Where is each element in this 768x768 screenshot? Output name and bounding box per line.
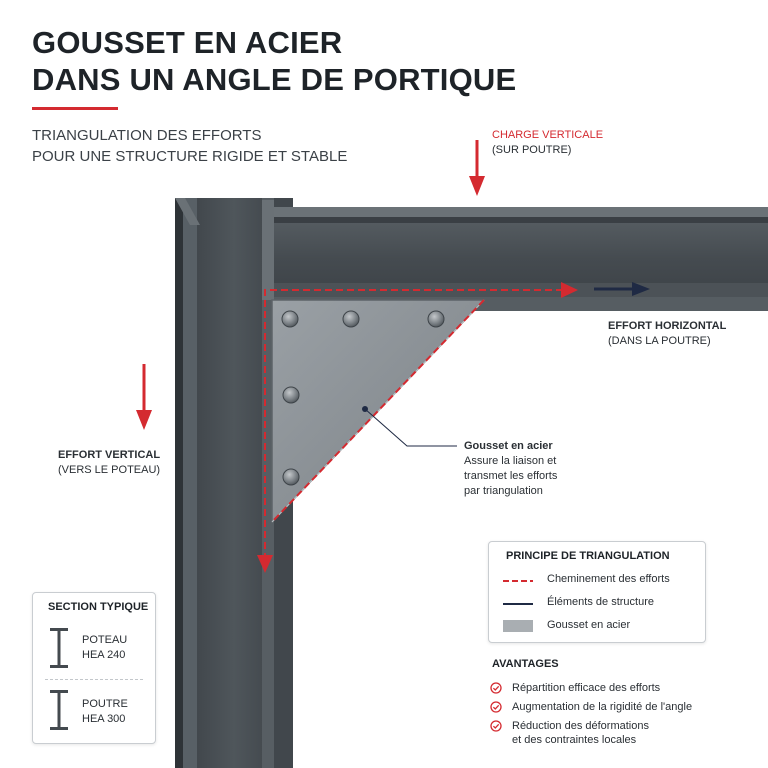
horizontal-force-label	[608, 319, 726, 349]
section-item-line-1: POTEAU	[82, 634, 128, 646]
vertical-force-arrow	[136, 364, 152, 430]
vertical-load-label	[492, 128, 603, 158]
title-line-1: GOUSSET EN ACIER	[32, 25, 343, 60]
section-item-line-1: POUTRE	[82, 698, 128, 710]
advantages-title: AVANTAGES	[492, 658, 559, 670]
gusset-callout-title: Gousset en acier	[464, 440, 553, 452]
vertical-force-detail: (VERS LE POTEAU)	[58, 464, 161, 476]
dashed-red-line-icon	[503, 579, 533, 583]
vertical-force-title: EFFORT VERTICAL	[58, 449, 161, 461]
subtitle-line-1: TRIANGULATION DES EFFORTS	[32, 127, 262, 144]
section-card	[32, 592, 156, 744]
vertical-force-label	[58, 448, 160, 478]
advantage-text	[512, 719, 649, 747]
horizontal-force-detail: (DANS LA POUTRE)	[608, 335, 711, 347]
section-item-line-2: HEA 300	[82, 713, 126, 725]
section-item-column	[82, 633, 127, 663]
vertical-load-title: CHARGE VERTICALE	[492, 129, 604, 141]
section-item-line-2: HEA 240	[82, 649, 126, 661]
title-line-2: DANS UN ANGLE DE PORTIQUE	[32, 62, 517, 97]
check-circle-icon	[490, 682, 502, 694]
legend-item-label: Éléments de structure	[547, 596, 654, 608]
advantage-text: Répartition efficace des efforts	[512, 682, 661, 694]
horizontal-force-title: EFFORT HORIZONTAL	[608, 320, 727, 332]
gusset-callout	[464, 439, 557, 499]
gusset-callout-line-3: par triangulation	[464, 485, 543, 497]
vertical-load-arrow	[469, 140, 485, 196]
section-divider	[45, 679, 143, 680]
subtitle-line-2: POUR UNE STRUCTURE RIGIDE ET STABLE	[32, 148, 348, 165]
check-circle-icon	[490, 701, 502, 713]
section-title: SECTION TYPIQUE	[48, 601, 149, 613]
gusset-callout-line-1: Assure la liaison et	[464, 455, 557, 467]
grey-swatch-icon	[503, 620, 533, 632]
section-item-beam	[82, 697, 128, 727]
legend-title: PRINCIPE DE TRIANGULATION	[506, 550, 670, 562]
advantage-text-line-2: et des contraintes locales	[512, 734, 637, 746]
advantage-text: Augmentation de la rigidité de l'angle	[512, 701, 693, 713]
legend-item-label: Cheminement des efforts	[547, 573, 670, 585]
vertical-load-detail: (SUR POUTRE)	[492, 144, 572, 156]
beam	[262, 200, 768, 311]
i-beam-icon	[49, 627, 69, 669]
advantage-text-line-1: Réduction des déformations	[512, 720, 649, 732]
legend-item-label: Gousset en acier	[547, 619, 631, 631]
gusset-callout-line-2: transmet les efforts	[464, 470, 558, 482]
check-circle-icon	[490, 720, 502, 732]
solid-dark-line-icon	[503, 602, 533, 606]
i-beam-icon	[49, 689, 69, 731]
legend-card	[488, 541, 706, 643]
